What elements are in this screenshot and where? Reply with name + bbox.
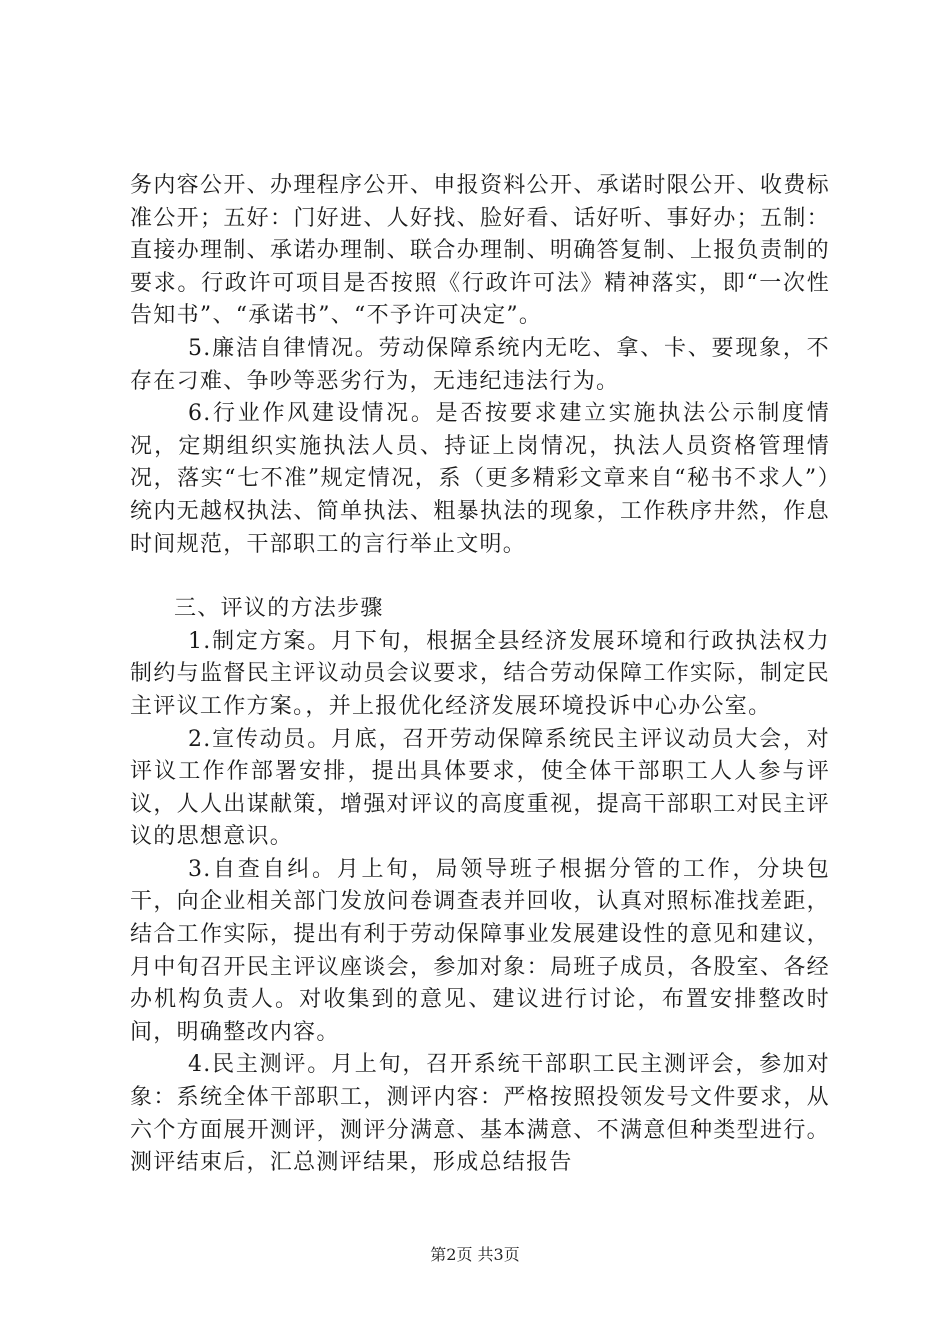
paragraph-item-6: 6.行业作风建设情况。是否按要求建立实施执法公示制度情况，定期组织实施执法人员、持证上岗情况，执法人员资格管理情况，落实“七不准”规定情况，系（更多精彩文章来自“秘书不求人”）统内无越权执法、简单执法、粗暴执法的现象，工作秩序井然，作息时间规范，干部职工的言行举止文明。 bbox=[130, 401, 830, 557]
paragraph-item-5: 5.廉洁自律情况。劳动保障系统内无吃、拿、卡、要现象，不存在刁难、争吵等恶劣行为，无违纪违法行为。 bbox=[130, 335, 830, 394]
section-heading: 三、评议的方法步骤 bbox=[174, 596, 384, 622]
paragraph-continuation: 务内容公开、办理程序公开、申报资料公开、承诺时限公开、收费标准公开；五好：门好进、人好找、脸好看、话好听、事好办；五制：直接办理制、承诺办理制、联合办理制、明确答复制、上报负责制的要求。行政许可项目是否按照《行政许可法》精神落实，即“一次性告知书”、“承诺书”、“不予许可决定”。 bbox=[130, 173, 830, 329]
paragraph-step-1: 1.制定方案。月下旬，根据全县经济发展环境和行政执法权力制约与监督民主评议动员会议要求，结合劳动保障工作实际，制定民主评议工作方案。，并上报优化经济发展环境投诉中心办公室。 bbox=[130, 628, 830, 719]
paragraph-step-4: 4.民主测评。月上旬，召开系统干部职工民主测评会，参加对象：系统全体干部职工，测评内容：严格按照投领发号文件要求，从六个方面展开测评，测评分满意、基本满意、不满意但种类型进行。测评结束后，汇总测评结果，形成总结报告 bbox=[130, 1052, 830, 1176]
paragraph-step-3: 3.自查自纠。月上旬，局领导班子根据分管的工作，分块包干，向企业相关部门发放问卷调查表并回收，认真对照标准找差距，结合工作实际，提出有利于劳动保障事业发展建设性的意见和建议，月中旬召开民主评议座谈会，参加对象：局班子成员，各股室、各经办机构负责人。对收集到的意见、建议进行讨论，布置安排整改时间，明确整改内容。 bbox=[130, 856, 830, 1045]
document-body bbox=[130, 170, 830, 1180]
page-footer: 第2页 共3页 bbox=[430, 1245, 520, 1264]
paragraph-step-2: 2.宣传动员。月底，召开劳动保障系统民主评议动员大会，对评议工作作部署安排，提出具体要求，使全体干部职工人人参与评议，人人出谋献策，增强对评议的高度重视，提高干部职工对民主评议的思想意识。 bbox=[130, 726, 830, 850]
paragraph-spacer bbox=[130, 561, 830, 593]
